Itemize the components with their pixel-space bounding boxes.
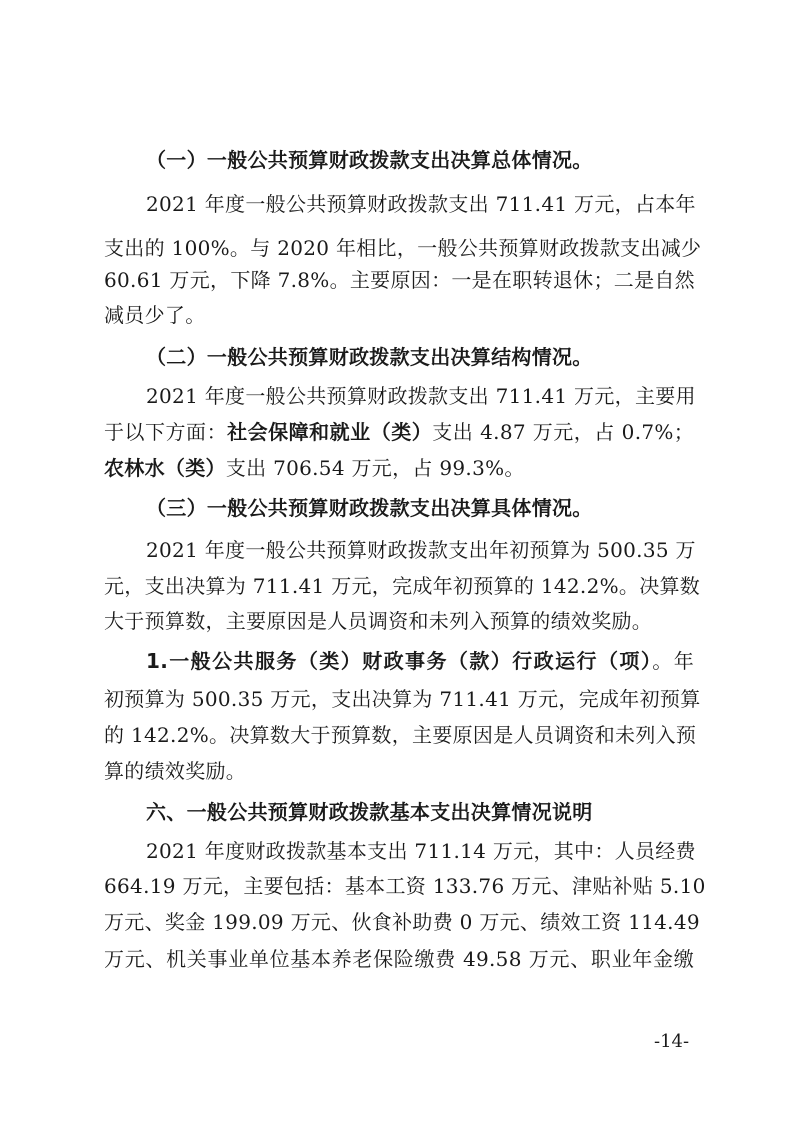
item-line-mixed [146, 643, 694, 679]
text-run: 支出 706.54 万元，占 99.3%。 [225, 456, 525, 480]
paragraph-line-mixed [104, 414, 694, 450]
paragraph-line: 2021 年度一般公共预算财政拨款支出 711.41 万元，主要用 [146, 384, 696, 408]
paragraph-line: 2021 年度一般公共预算财政拨款支出 711.41 万元，占本年 [146, 192, 696, 216]
paragraph-line-mixed [104, 450, 694, 486]
section-heading-2: （二）一般公共预算财政拨款支出决算结构情况。 [146, 345, 593, 369]
section-heading-1: （一）一般公共预算财政拨款支出决算总体情况。 [146, 148, 593, 172]
paragraph-line: 算的绩效奖励。 [104, 759, 247, 783]
paragraph-line: 的 142.2%。决算数大于预算数，主要原因是人员调资和未列入预 [104, 723, 697, 747]
text-run: 。年 [652, 649, 695, 673]
page-number: -14- [654, 1031, 690, 1052]
paragraph-line: 万元、奖金 199.09 万元、伙食补助费 0 万元、绩效工资 114.49 [104, 910, 700, 934]
paragraph-line: 664.19 万元，主要包括：基本工资 133.76 万元、津贴补贴 5.10 [104, 874, 706, 898]
paragraph-line: 元，支出决算为 711.41 万元，完成年初预算的 142.2%。决算数 [104, 574, 701, 598]
paragraph-line: 大于预算数，主要原因是人员调资和未列入预算的绩效奖励。 [104, 609, 653, 633]
paragraph-line: 减员少了。 [104, 303, 206, 327]
section-heading-6: 六、一般公共预算财政拨款基本支出决算情况说明 [146, 800, 593, 824]
text-run: 支出 4.87 万元，占 0.7%； [432, 420, 694, 444]
category-social-security: 社会保障和就业（类） [227, 420, 433, 444]
paragraph-line: 万元、机关事业单位基本养老保险缴费 49.58 万元、职业年金缴 [104, 947, 694, 971]
text-run: 于以下方面： [104, 420, 228, 444]
paragraph-line: 支出的 100%。与 2020 年相比，一般公共预算财政拨款支出减少 [104, 236, 702, 260]
section-heading-3: （三）一般公共预算财政拨款支出决算具体情况。 [146, 496, 593, 520]
paragraph-line: 2021 年度财政拨款基本支出 711.14 万元，其中：人员经费 [146, 839, 696, 863]
category-agriculture: 农林水（类） [104, 456, 226, 480]
paragraph-line: 60.61 万元，下降 7.8%。主要原因：一是在职转退休；二是自然 [104, 268, 695, 292]
paragraph-line: 2021 年度一般公共预算财政拨款支出年初预算为 500.35 万 [146, 538, 696, 562]
item-title: 1.一般公共服务（类）财政事务（款）行政运行（项） [146, 649, 653, 673]
paragraph-line: 初预算为 500.35 万元，支出决算为 711.41 万元，完成年初预算 [104, 687, 701, 711]
